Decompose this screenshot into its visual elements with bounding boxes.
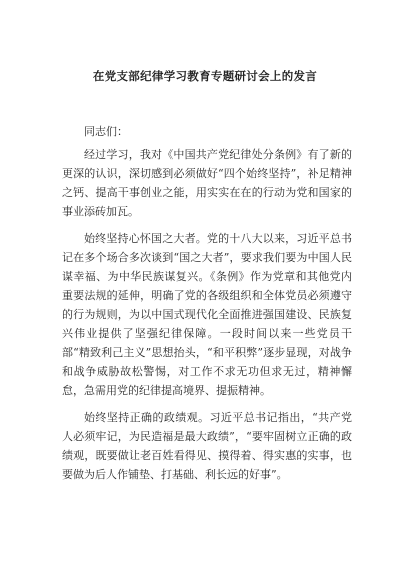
salutation: 同志们： xyxy=(84,125,128,138)
document-body xyxy=(62,122,352,492)
paragraph-3: 始终坚持正确的政绩观。习近平总书记指出，“共产党人必须牢记，为民造福是最大政绩”，“要牢固树立正确的政绩观，既要做让老百姓看得见、摸得着、得实惠的实事，也要做为后人作铺垫、打基础、利长远的好事”。 xyxy=(62,411,352,481)
document-title: 在党支部纪律学习教育专题研讨会上的发言 xyxy=(92,69,318,83)
paragraph-2: 始终坚持心怀国之大者。党的十八大以来，习近平总书记在多个场合多次谈到“国之大者”，要求我们要为中国人民谋幸福、为中华民族谋复兴。《条例》作为党章和其他党内重要法规的延伸，明确了党的各级组织和全体党员必须遵守的行为规则，为以中国式现代化全面推进强国建设、民族复兴伟业提供了坚强纪律保障。一段时间以来一些党员干部“精致利己主义”思想抬头，“和平积弊”逐步显现，对战争和战争威胁故松警惕，对工作不求无功但求无过，精神懈怠，急需用党的纪律提高境界、提振精神。 xyxy=(62,232,352,397)
paragraph-1: 经过学习，我对《中国共产党纪律处分条例》有了新的更深的认识，深切感到必须做好“四个始终坚持”，补足精神之钙、提高干事创业之能，用实实在在的行动为党和国家的事业添砖加瓦。 xyxy=(62,148,352,218)
